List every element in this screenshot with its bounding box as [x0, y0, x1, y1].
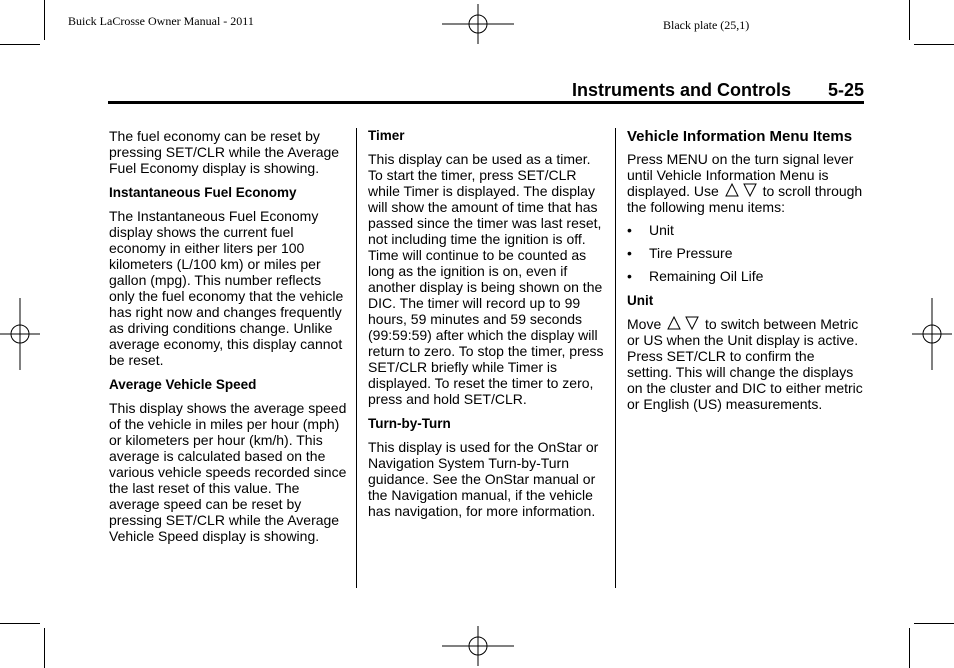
heading-unit: Unit: [627, 293, 654, 308]
heading-timer: Timer: [368, 128, 405, 143]
paragraph-timer: This display can be used as a timer. To start the timer, press SET/CLR while Timer is displayed. The display will show the amount of time that has passed since the timer was last reset, not including time the ignition is off. Time will continue to be counted as long as the ignition is on, even if another display is being shown on the DIC. The timer will record up to 99 hours, 59 minutes and 59 seconds (99:59:59) after which the display will return to zero. To stop the timer, press SET/CLR briefly while Timer is displayed. To reset the timer to zero, press and hold SET/CLR.: [368, 151, 604, 407]
up-arrow-icon: [667, 316, 681, 330]
heading-instantaneous-fuel-economy: Instantaneous Fuel Economy: [109, 185, 297, 200]
section-header: [572, 80, 864, 101]
section-title: Instruments and Controls: [572, 80, 792, 100]
crop-mark: [909, 0, 910, 40]
header-rule: [108, 101, 864, 104]
list-item-label: Unit: [649, 222, 674, 238]
paragraph-instantaneous-fuel-economy: The Instantaneous Fuel Economy display shows the current fuel economy in either liters per 100 kilometers (L/100 km) or miles per gallon (mpg). This number reflects only the fuel economy that the vehicle has right now and changes frequently as driving conditions change. Unlike average economy, this display cannot be reset.: [109, 208, 344, 368]
registration-mark-icon: [442, 626, 514, 666]
heading-vehicle-information-menu: Vehicle Information Menu Items: [627, 128, 853, 145]
heading-average-vehicle-speed: Average Vehicle Speed: [109, 377, 257, 392]
paragraph-text: Press MENU on the turn signal lever until Vehicle Information Menu is displayed. Use: [627, 151, 854, 199]
bullet-icon: •: [627, 268, 632, 284]
list-item-label: Tire Pressure: [649, 245, 733, 261]
crop-mark: [44, 628, 45, 668]
registration-mark-icon: [442, 4, 514, 44]
registration-mark-icon: [0, 298, 40, 370]
crop-mark: [0, 44, 40, 45]
manual-title: Buick LaCrosse Owner Manual - 2011: [68, 14, 254, 28]
paragraph-text: to switch between Metric or US when the Unit display is active. Press SET/CLR to confirm the setting. This will change the displays on the cluster and DIC to either metric or English (US) measurements.: [627, 316, 863, 412]
column-divider: [615, 128, 616, 588]
paragraph-text: Move: [627, 316, 662, 332]
paragraph-average-vehicle-speed: This display shows the average speed of the vehicle in miles per hour (mph) or kilometers per hour (km/h). This average is calculated based on the various vehicle speeds recorded since the last reset of this value. The average speed can be reset by pressing SET/CLR while the Average Vehicle Speed display is showing.: [109, 400, 347, 544]
column-2: [368, 128, 606, 519]
crop-mark: [909, 628, 910, 668]
registration-mark-icon: [912, 298, 952, 370]
intro-paragraph: The fuel economy can be reset by pressing SET/CLR while the Average Fuel Economy display is showing.: [109, 128, 340, 176]
paragraph-turn-by-turn: This display is used for the OnStar or Navigation System Turn-by-Turn guidance. See the OnStar manual or the Navigation manual, if the vehicle has navigation, for more information.: [368, 439, 599, 519]
column-3: [627, 128, 863, 412]
list-item: [627, 268, 863, 284]
up-arrow-icon: [725, 183, 739, 197]
down-arrow-icon: [743, 183, 757, 197]
list-item-label: Remaining Oil Life: [649, 268, 764, 284]
plate-label: Black plate (25,1): [663, 18, 750, 32]
crop-mark: [44, 0, 45, 40]
column-1: [109, 128, 347, 544]
crop-mark: [914, 623, 954, 624]
list-item: [627, 222, 863, 238]
list-item: [627, 245, 863, 261]
crop-mark: [0, 623, 40, 624]
paragraph-text: to scroll through the following menu items:: [627, 183, 863, 215]
page-number: 5-25: [827, 80, 864, 100]
down-arrow-icon: [685, 316, 699, 330]
crop-mark: [914, 44, 954, 45]
bullet-icon: •: [627, 245, 632, 261]
heading-turn-by-turn: Turn-by-Turn: [368, 416, 451, 431]
column-divider: [356, 128, 357, 588]
paragraph-unit: [627, 316, 863, 412]
paragraph-vehicle-info-menu: [627, 151, 863, 215]
bullet-icon: •: [627, 222, 632, 238]
